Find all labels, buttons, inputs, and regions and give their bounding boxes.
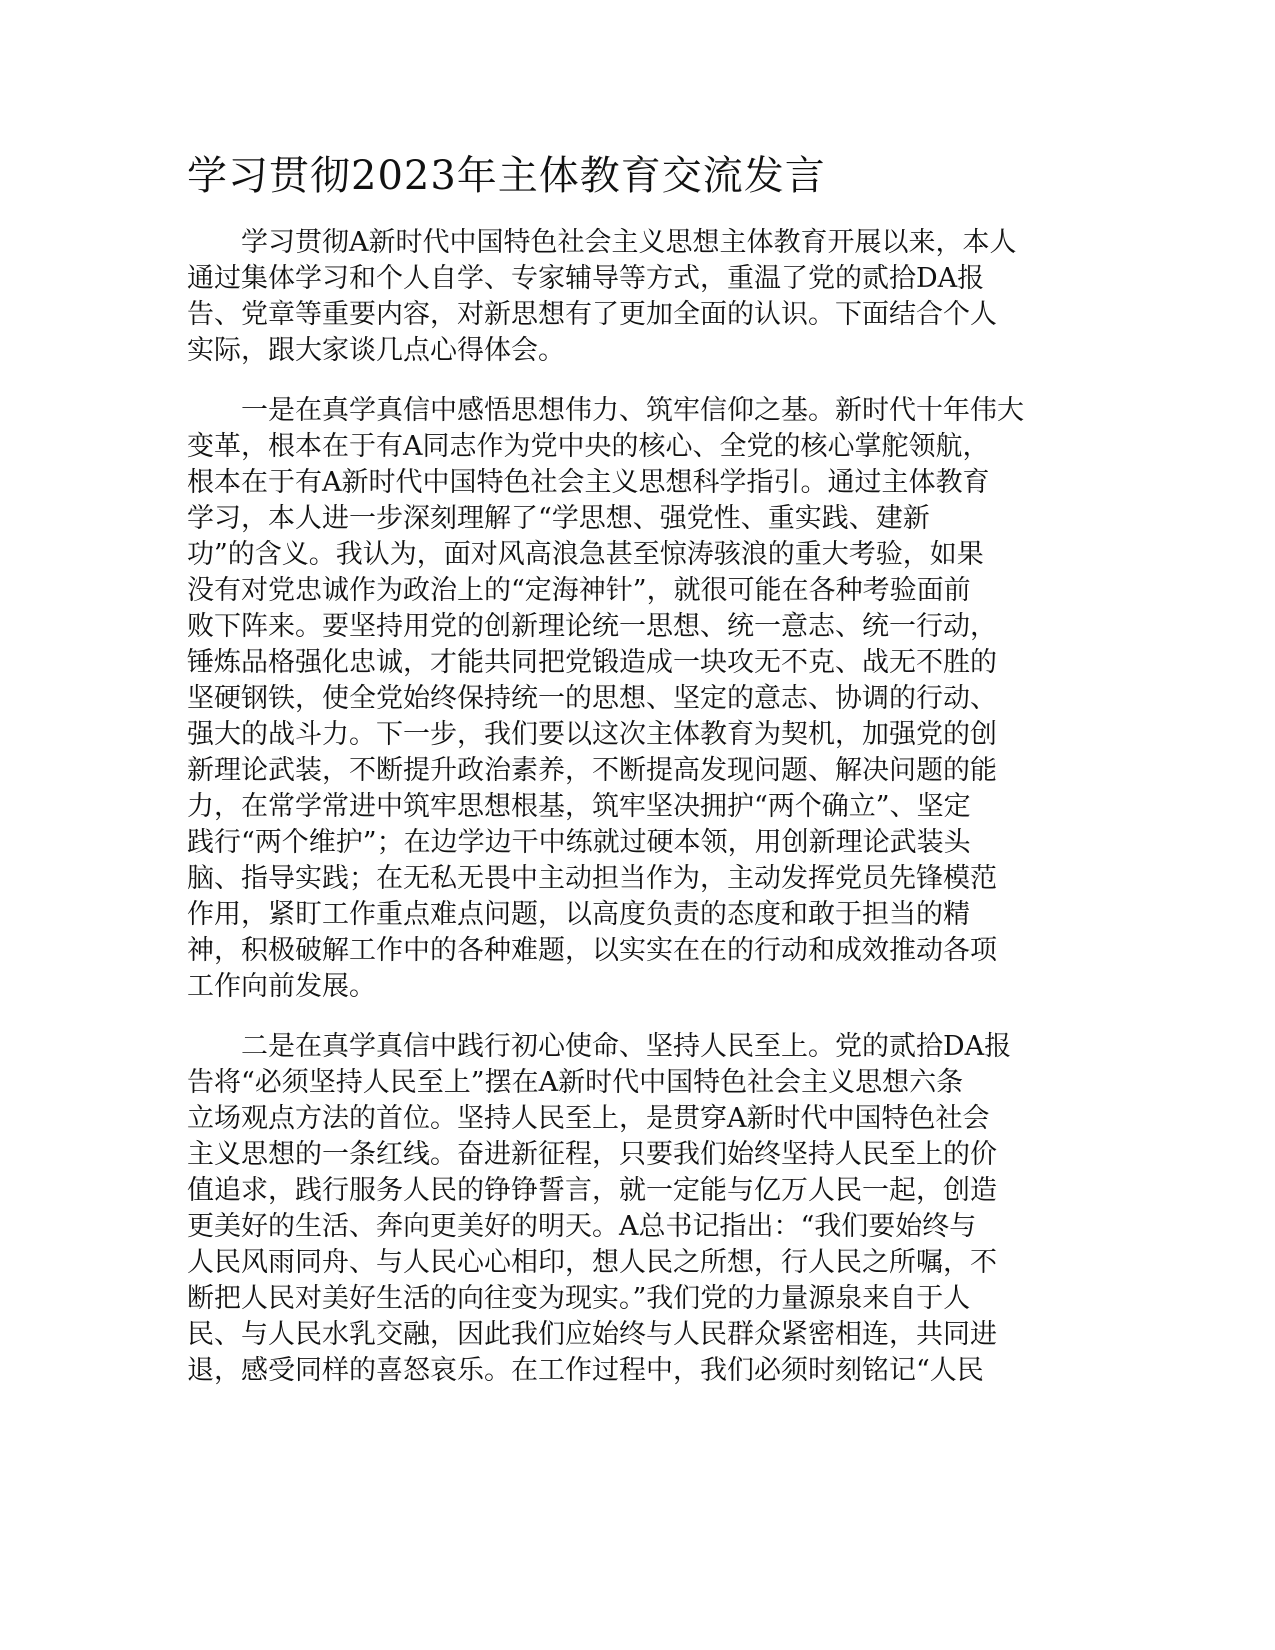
paragraph-line: 断把人民对美好生活的向往变为现实。”我们党的力量源泉来自于人 [187, 1283, 971, 1314]
paragraph-line: 工作向前发展。 [187, 971, 376, 1002]
paragraph-line: 学习贯彻A新时代中国特色社会主义思想主体教育开展以来，本人 [241, 227, 1017, 258]
paragraph-line: 新理论武装，不断提升政治素养，不断提高发现问题、解决问题的能 [187, 755, 997, 786]
paragraph-line: 告、党章等重要内容，对新思想有了更加全面的认识。下面结合个人 [187, 299, 997, 330]
paragraph-line: 一是在真学真信中感悟思想伟力、筑牢信仰之基。新时代十年伟大 [241, 395, 1024, 426]
paragraph-line: 人民风雨同舟、与人民心心相印，想人民之所想，行人民之所嘱，不 [187, 1247, 997, 1278]
paragraph-line: 脑、指导实践；在无私无畏中主动担当作为，主动发挥党员先锋模范 [187, 863, 997, 894]
paragraph-1 [187, 225, 1067, 369]
paragraph-line: 立场观点方法的首位。坚持人民至上，是贯穿A新时代中国特色社会 [187, 1103, 990, 1134]
paragraph-line: 变革，根本在于有A同志作为党中央的核心、全党的核心掌舵领航， [187, 431, 990, 462]
paragraph-3 [187, 1029, 1067, 1389]
paragraph-line: 根本在于有A新时代中国特色社会主义思想科学指引。通过主体教育 [187, 467, 990, 498]
paragraph-line: 主义思想的一条红线。奋进新征程，只要我们始终坚持人民至上的价 [187, 1139, 997, 1170]
paragraph-line: 二是在真学真信中践行初心使命、坚持人民至上。党的贰拾DA报 [241, 1031, 1012, 1062]
paragraph-line: 实际，跟大家谈几点心得体会。 [187, 335, 565, 366]
paragraph-line: 坚硬钢铁，使全党始终保持统一的思想、坚定的意志、协调的行动、 [187, 683, 997, 714]
document-title: 学习贯彻2023年主体教育交流发言 [187, 153, 826, 199]
paragraph-2 [187, 393, 1067, 1005]
paragraph-line: 通过集体学习和个人自学、专家辅导等方式，重温了党的贰拾DA报 [187, 263, 985, 294]
paragraph-line: 力，在常学常进中筑牢思想根基，筑牢坚决拥护“两个确立”、坚定 [187, 791, 971, 822]
paragraph-line: 更美好的生活、奔向更美好的明天。A总书记指出：“我们要始终与 [187, 1211, 977, 1242]
paragraph-line: 功”的含义。我认为，面对风高浪急甚至惊涛骇浪的重大考验，如果 [187, 539, 984, 570]
paragraph-line: 败下阵来。要坚持用党的创新理论统一思想、统一意志、统一行动， [187, 611, 997, 642]
paragraph-line: 值追求，践行服务人民的铮铮誓言，就一定能与亿万人民一起，创造 [187, 1175, 997, 1206]
paragraph-line: 践行“两个维护”；在边学边干中练就过硬本领，用创新理论武装头 [187, 827, 971, 858]
paragraph-line: 强大的战斗力。下一步，我们要以这次主体教育为契机，加强党的创 [187, 719, 997, 750]
paragraph-line: 学习，本人进一步深刻理解了“学思想、强党性、重实践、建新 [187, 503, 930, 534]
paragraph-line: 民、与人民水乳交融，因此我们应始终与人民群众紧密相连，共同进 [187, 1319, 997, 1350]
paragraph-line: 没有对党忠诚作为政治上的“定海神针”，就很可能在各种考验面前 [187, 575, 971, 606]
paragraph-line: 退，感受同样的喜怒哀乐。在工作过程中，我们必须时刻铭记“人民 [187, 1355, 984, 1386]
paragraph-line: 告将“必须坚持人民至上”摆在A新时代中国特色社会主义思想六条 [187, 1067, 964, 1098]
paragraph-line: 作用，紧盯工作重点难点问题，以高度负责的态度和敢于担当的精 [187, 899, 970, 930]
paragraph-line: 锤炼品格强化忠诚，才能共同把党锻造成一块攻无不克、战无不胜的 [187, 647, 997, 678]
paragraph-line: 神，积极破解工作中的各种难题，以实实在在的行动和成效推动各项 [187, 935, 997, 966]
document-body [187, 225, 1067, 1413]
